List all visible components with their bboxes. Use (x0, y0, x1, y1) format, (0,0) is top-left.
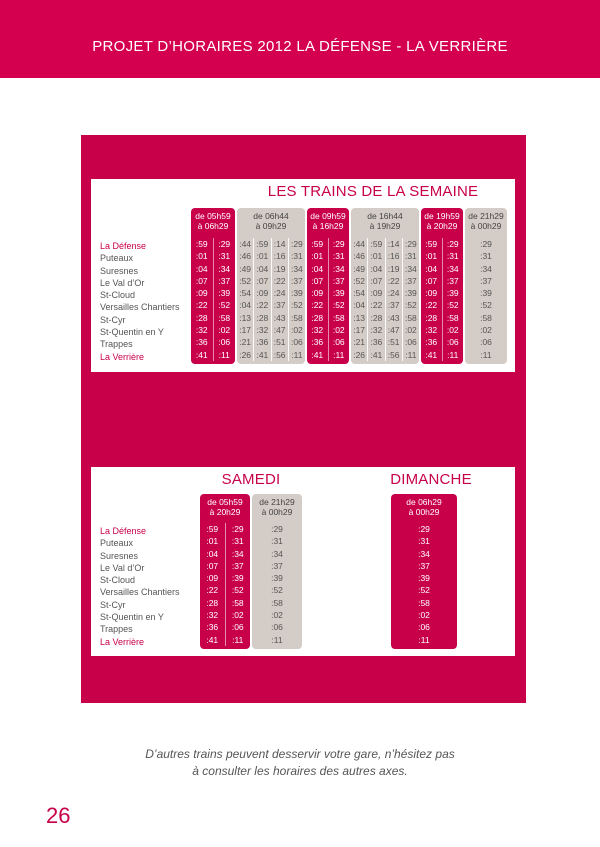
departure-minute: :52 (404, 300, 417, 311)
departure-sub-column (307, 238, 328, 361)
departure-minute: :34 (446, 263, 459, 274)
departure-minute: :52 (446, 300, 459, 311)
station-name: Le Val d’Or (100, 277, 145, 288)
departure-minute: :06 (290, 337, 303, 348)
departure-minute: :37 (387, 300, 400, 311)
departure-sub-column (421, 238, 442, 361)
departure-minute: :32 (311, 325, 324, 336)
station-name: St-Quentin en Y (100, 612, 164, 623)
departure-sub-column (225, 523, 251, 646)
departure-minute: :46 (353, 251, 366, 262)
column-time-range (191, 211, 235, 231)
time-range-end: à 16h29 (312, 221, 344, 231)
departure-minute: :16 (273, 251, 286, 262)
departure-minute: :01 (206, 536, 219, 547)
station-name: La Verrière (100, 351, 145, 362)
departure-minute: :28 (195, 312, 208, 323)
departure-sub-column (391, 523, 457, 646)
departure-minute: :21 (239, 337, 252, 348)
departure-minute: :02 (480, 325, 492, 336)
time-range-end: à 00h29 (470, 221, 502, 231)
time-range-end: à 09h29 (255, 221, 287, 231)
departure-minute: :41 (206, 634, 219, 645)
departure-minute: :31 (271, 536, 283, 547)
sunday-title: DIMANCHE (390, 471, 472, 488)
departure-minute: :58 (218, 312, 231, 323)
column-time-range (307, 211, 349, 231)
weekend-station-list (100, 525, 180, 648)
departure-minute: :58 (332, 312, 345, 323)
departure-minute: :32 (425, 325, 438, 336)
departure-minute: :32 (370, 325, 383, 336)
time-range-end: à 00h29 (261, 507, 293, 517)
departure-minute: :11 (333, 349, 345, 360)
departure-minute: :58 (290, 312, 303, 323)
departure-minute: :58 (446, 312, 459, 323)
departure-minute: :28 (206, 597, 219, 608)
departure-minute: :11 (480, 349, 492, 360)
station-name: Suresnes (100, 265, 139, 276)
departure-minute: :43 (387, 312, 400, 323)
departure-minute: :01 (370, 251, 383, 262)
station-name: Suresnes (100, 550, 139, 561)
departure-minute: :59 (206, 524, 219, 534)
departure-minute: :59 (311, 239, 324, 249)
departure-minute: :31 (231, 536, 244, 547)
departure-minute: :09 (425, 288, 438, 299)
info-note (0, 746, 600, 780)
departure-minute: :11 (271, 634, 283, 645)
departure-minute: :06 (218, 337, 231, 348)
info-note-line-2: à consulter les horaires des autres axes. (192, 764, 408, 778)
departure-minute: :04 (311, 263, 324, 274)
time-range-start: de 09h59 (310, 211, 346, 221)
departure-minute: :37 (231, 560, 244, 571)
departure-minute: :37 (290, 275, 303, 286)
departure-minute: :36 (311, 337, 324, 348)
station-name: La Défense (100, 241, 147, 251)
station-name: La Verrière (100, 636, 145, 647)
departure-minute: :07 (206, 560, 219, 571)
departure-minute: :11 (218, 349, 230, 360)
departure-minute: :16 (387, 251, 400, 262)
departure-minute: :29 (290, 239, 303, 249)
departure-minute: :24 (273, 288, 286, 299)
info-note-line-1: D’autres trains peuvent desservir votre gare, n’hésitez pas (145, 747, 455, 761)
departure-minute: :34 (218, 263, 231, 274)
departure-minute: :28 (425, 312, 438, 323)
departure-minute: :56 (273, 349, 286, 360)
departure-minute: :04 (425, 263, 438, 274)
time-range-start: de 16h44 (367, 211, 403, 221)
header-banner (0, 0, 600, 78)
station-name: Trappes (100, 624, 133, 635)
departure-minute: :26 (353, 349, 366, 360)
weekend-card (91, 467, 515, 656)
departure-minute: :31 (446, 251, 459, 262)
departure-minute: :58 (480, 312, 492, 323)
station-name: St-Cloud (100, 575, 136, 586)
departure-minute: :34 (231, 548, 244, 559)
departure-minute: :34 (480, 263, 492, 274)
departure-minute: :02 (271, 610, 283, 621)
departure-minute: :07 (256, 275, 269, 286)
weekday-schedule-column (465, 208, 507, 364)
departure-minute: :31 (480, 251, 492, 262)
departure-minute: :46 (239, 251, 252, 262)
departure-minute: :02 (404, 325, 417, 336)
station-name: St-Cyr (100, 599, 126, 610)
departure-minute: :22 (387, 275, 400, 286)
departure-minute: :39 (231, 573, 244, 584)
station-name: Versailles Chantiers (100, 587, 180, 598)
departure-minute: :09 (206, 573, 219, 584)
departure-minute: :34 (271, 548, 283, 559)
departure-minute: :43 (273, 312, 286, 323)
departure-minute: :59 (195, 239, 208, 249)
departure-minute: :29 (218, 239, 231, 249)
departure-minute: :39 (404, 288, 417, 299)
departure-minute: :28 (311, 312, 324, 323)
departure-sub-column (351, 238, 367, 361)
departure-minute: :01 (195, 251, 208, 262)
departure-minute: :37 (273, 300, 286, 311)
departure-sub-column (288, 238, 305, 361)
departure-minute: :11 (447, 349, 459, 360)
weekday-card (91, 179, 515, 372)
departure-minute: :07 (425, 275, 438, 286)
station-name: Trappes (100, 339, 133, 350)
departure-minutes (191, 238, 235, 361)
departure-minute: :11 (418, 634, 430, 645)
departure-minute: :32 (206, 610, 219, 621)
time-range-end: à 19h29 (369, 221, 401, 231)
departure-sub-column (328, 238, 350, 361)
departure-minutes (391, 523, 457, 646)
weekday-station-list (100, 240, 180, 363)
departure-minute: :58 (271, 597, 283, 608)
departure-minute: :52 (353, 275, 366, 286)
departure-minute: :29 (271, 524, 283, 534)
departure-sub-column (252, 523, 302, 646)
departure-minute: :37 (218, 275, 231, 286)
departure-minute: :11 (405, 349, 417, 360)
departure-minute: :41 (256, 349, 269, 360)
weekday-schedule-column (307, 208, 349, 364)
departure-minute: :02 (290, 325, 303, 336)
departure-minute: :31 (332, 251, 345, 262)
weekday-schedule-column (421, 208, 463, 364)
departure-minute: :07 (195, 275, 208, 286)
departure-minute: :24 (387, 288, 400, 299)
departure-minute: :31 (218, 251, 231, 262)
column-time-range (421, 211, 463, 231)
departure-minute: :22 (256, 300, 269, 311)
departure-minute: :34 (404, 263, 417, 274)
saturday-schedule-column (252, 494, 302, 649)
departure-minute: :31 (290, 251, 303, 262)
departure-minute: :04 (206, 548, 219, 559)
departure-minute: :17 (353, 325, 366, 336)
departure-sub-column (402, 238, 419, 361)
column-time-range (351, 211, 419, 231)
column-time-range (237, 211, 305, 231)
departure-minute: :29 (404, 239, 417, 249)
time-range-start: de 21h29 (259, 497, 295, 507)
departure-minute: :29 (418, 524, 430, 534)
departure-minute: :32 (195, 325, 208, 336)
departure-minute: :26 (239, 349, 252, 360)
departure-minute: :21 (353, 337, 366, 348)
departure-minute: :06 (446, 337, 459, 348)
departure-sub-column (200, 523, 225, 646)
departure-minute: :54 (239, 288, 252, 299)
departure-minute: :39 (290, 288, 303, 299)
departure-minute: :28 (256, 312, 269, 323)
departure-minute: :09 (195, 288, 208, 299)
time-range-end: à 06h29 (197, 221, 229, 231)
departure-minute: :02 (446, 325, 459, 336)
departure-minute: :52 (332, 300, 345, 311)
sunday-schedule-column (391, 494, 457, 649)
departure-minute: :34 (332, 263, 345, 274)
departure-minute: :29 (446, 239, 459, 249)
departure-minute: :09 (370, 288, 383, 299)
departure-minute: :17 (239, 325, 252, 336)
departure-minutes (421, 238, 463, 361)
departure-minute: :19 (387, 263, 400, 274)
departure-minutes (465, 238, 507, 361)
departure-minute: :59 (256, 239, 269, 249)
departure-minute: :36 (425, 337, 438, 348)
departure-minute: :06 (404, 337, 417, 348)
departure-sub-column (213, 238, 236, 361)
departure-minute: :04 (353, 300, 366, 311)
departure-minute: :39 (271, 573, 283, 584)
departure-minute: :01 (311, 251, 324, 262)
departure-minute: :41 (311, 349, 324, 360)
station-name: Le Val d’Or (100, 562, 145, 573)
departure-minute: :37 (332, 275, 345, 286)
station-name: Puteaux (100, 538, 134, 549)
departure-minute: :36 (256, 337, 269, 348)
departure-minute: :39 (218, 288, 231, 299)
departure-minute: :41 (425, 349, 438, 360)
departure-minute: :22 (273, 275, 286, 286)
departure-minutes (307, 238, 349, 361)
departure-minute: :04 (256, 263, 269, 274)
departure-minute: :02 (418, 610, 430, 621)
column-time-range (252, 497, 302, 517)
departure-minute: :11 (232, 634, 244, 645)
departure-minute: :01 (256, 251, 269, 262)
time-range-start: de 19h59 (424, 211, 460, 221)
departure-minute: :13 (353, 312, 366, 323)
departure-minute: :14 (273, 239, 286, 249)
departure-minute: :52 (239, 275, 252, 286)
departure-minute: :02 (218, 325, 231, 336)
departure-minute: :51 (387, 337, 400, 348)
departure-minute: :36 (206, 622, 219, 633)
departure-minute: :07 (370, 275, 383, 286)
departure-minute: :14 (387, 239, 400, 249)
departure-minute: :54 (353, 288, 366, 299)
departure-minute: :11 (291, 349, 303, 360)
departure-minute: :06 (231, 622, 244, 633)
departure-minute: :56 (387, 349, 400, 360)
departure-minute: :44 (353, 239, 366, 249)
departure-minute: :06 (480, 337, 492, 348)
departure-minute: :06 (332, 337, 345, 348)
saturday-title: SAMEDI (221, 471, 281, 488)
departure-minute: :29 (332, 239, 345, 249)
departure-minute: :39 (418, 573, 430, 584)
departure-minute: :19 (273, 263, 286, 274)
departure-minute: :37 (480, 275, 492, 286)
station-name: Versailles Chantiers (100, 302, 180, 313)
departure-minute: :13 (239, 312, 252, 323)
departure-sub-column (191, 238, 213, 361)
departure-minute: :52 (271, 585, 283, 596)
departure-minute: :09 (311, 288, 324, 299)
station-name: St-Cloud (100, 290, 136, 301)
departure-sub-column (253, 238, 270, 361)
column-time-range (391, 497, 457, 517)
departure-minutes (351, 238, 419, 361)
station-name: La Défense (100, 526, 147, 536)
departure-sub-column (465, 238, 507, 361)
weekday-schedule-column (191, 208, 235, 364)
departure-minute: :52 (231, 585, 244, 596)
weekday-schedule-column (351, 208, 419, 364)
departure-minute: :59 (370, 239, 383, 249)
departure-sub-column (271, 238, 288, 361)
departure-minute: :36 (195, 337, 208, 348)
departure-minute: :34 (290, 263, 303, 274)
departure-minute: :39 (446, 288, 459, 299)
page-title: PROJET D’HORAIRES 2012 LA DÉFENSE - LA VERRIÈRE (92, 38, 508, 55)
time-range-end: à 20h29 (426, 221, 458, 231)
departure-minute: :01 (425, 251, 438, 262)
departure-minute: :37 (271, 560, 283, 571)
departure-minute: :52 (480, 300, 492, 311)
departure-minute: :04 (370, 263, 383, 274)
time-range-start: de 05h59 (207, 497, 243, 507)
time-range-end: à 20h29 (209, 507, 241, 517)
departure-sub-column (237, 238, 253, 361)
departure-minute: :06 (418, 622, 430, 633)
departure-minute: :41 (195, 349, 208, 360)
time-range-start: de 06h29 (406, 497, 442, 507)
departure-minute: :58 (418, 597, 430, 608)
page-number: 26 (46, 803, 71, 828)
departure-minute: :31 (404, 251, 417, 262)
departure-minute: :22 (195, 300, 208, 311)
time-range-start: de 06h44 (253, 211, 289, 221)
departure-minute: :59 (425, 239, 438, 249)
departure-minute: :39 (332, 288, 345, 299)
departure-minute: :37 (446, 275, 459, 286)
departure-minute: :07 (311, 275, 324, 286)
station-name: St-Cyr (100, 314, 126, 325)
departure-minute: :28 (370, 312, 383, 323)
departure-minutes (200, 523, 250, 646)
departure-minute: :39 (480, 288, 492, 299)
departure-minute: :47 (273, 325, 286, 336)
departure-minute: :02 (231, 610, 244, 621)
departure-minute: :44 (239, 239, 252, 249)
departure-minute: :49 (239, 263, 252, 274)
column-time-range (465, 211, 507, 231)
departure-minute: :52 (218, 300, 231, 311)
time-range-end: à 00h29 (408, 507, 440, 517)
departure-sub-column (367, 238, 384, 361)
departure-minute: :47 (387, 325, 400, 336)
time-range-start: de 05h59 (195, 211, 231, 221)
departure-minute: :02 (332, 325, 345, 336)
departure-minute: :29 (480, 239, 492, 249)
saturday-schedule-column (200, 494, 250, 649)
departure-minute: :22 (311, 300, 324, 311)
weekday-schedule-column (237, 208, 305, 364)
departure-minute: :37 (404, 275, 417, 286)
departure-minute: :29 (231, 524, 244, 534)
departure-minute: :58 (231, 597, 244, 608)
station-name: Puteaux (100, 253, 134, 264)
departure-minute: :31 (418, 536, 430, 547)
departure-minutes (252, 523, 302, 646)
departure-minute: :37 (418, 560, 430, 571)
departure-sub-column (442, 238, 464, 361)
departure-minute: :52 (290, 300, 303, 311)
time-range-start: de 21h29 (468, 211, 504, 221)
departure-minute: :22 (206, 585, 219, 596)
departure-minute: :49 (353, 263, 366, 274)
departure-minute: :58 (404, 312, 417, 323)
departure-sub-column (385, 238, 402, 361)
departure-minutes (237, 238, 305, 361)
departure-minute: :04 (195, 263, 208, 274)
station-name: St-Quentin en Y (100, 327, 164, 338)
departure-minute: :41 (370, 349, 383, 360)
departure-minute: :22 (425, 300, 438, 311)
weekday-title: LES TRAINS DE LA SEMAINE (267, 183, 479, 200)
departure-minute: :04 (239, 300, 252, 311)
departure-minute: :22 (370, 300, 383, 311)
departure-minute: :52 (418, 585, 430, 596)
departure-minute: :06 (271, 622, 283, 633)
column-time-range (200, 497, 250, 517)
departure-minute: :51 (273, 337, 286, 348)
departure-minute: :34 (418, 548, 430, 559)
departure-minute: :32 (256, 325, 269, 336)
departure-minute: :09 (256, 288, 269, 299)
departure-minute: :36 (370, 337, 383, 348)
